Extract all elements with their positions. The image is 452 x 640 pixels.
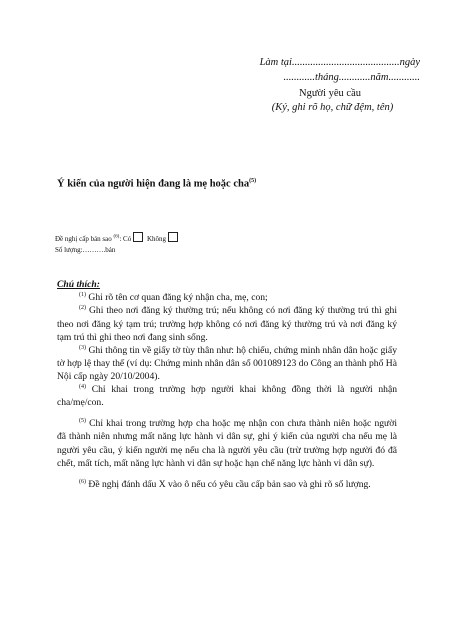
note-text: Đề nghị đánh dấu X vào ô nếu có yêu cầu cấp bản sao và ghi rõ số lượng. xyxy=(86,478,371,490)
note-5 xyxy=(57,417,397,469)
opinion-ref: (5) xyxy=(249,178,257,184)
note-2 xyxy=(57,304,397,343)
month-year-line: ............tháng............năm............ xyxy=(283,72,420,84)
note-1 xyxy=(57,291,397,304)
place-date-line: Làm tại.........................................ngày xyxy=(259,57,420,68)
requester-label: Người yêu cầu xyxy=(299,88,361,99)
opinion-title xyxy=(57,178,256,190)
copy-request-label: Đề nghị cấp bản sao xyxy=(55,235,112,243)
yes-checkbox[interactable] xyxy=(133,232,143,242)
no-label: Không xyxy=(146,235,167,243)
note-ref: (1) xyxy=(79,292,86,299)
copy-request-line xyxy=(55,232,180,245)
note-ref: (5) xyxy=(79,418,86,425)
note-text: Ghi theo nơi đăng ký thường trú; nếu không có nơi đăng ký thường trú thì ghi theo nơi đăng ký tạm trú; trường hợp không có nơi đăng ký thường trú và nơi đăng ký tạm trú thì ghi theo nơi đang sinh sống. xyxy=(57,305,397,343)
note-ref: (3) xyxy=(79,344,86,351)
signature-block xyxy=(240,55,420,85)
sign-note: (Ký, ghi rõ họ, chữ đệm, tên) xyxy=(271,102,394,113)
note-3 xyxy=(57,344,397,383)
note-text: Ghi thông tin về giấy tờ tùy thân như: hộ chiếu, chứng minh nhân dân hoặc giấy tờ hợp lệ thay thế (ví dụ: Chứng minh nhân dân số 001089123 do Công an thành phố Hà Nội cấp ngày 20/10/2004). xyxy=(57,344,397,382)
opinion-title-text: Ý kiến của người hiện đang là mẹ hoặc cha xyxy=(57,178,250,190)
notes-heading: Chú thích: xyxy=(57,279,100,290)
no-checkbox[interactable] xyxy=(168,232,178,242)
copies-count: Số lượng:……….bản xyxy=(55,246,116,255)
note-4 xyxy=(57,383,397,409)
note-text: Ghi rõ tên cơ quan đăng ký nhận cha, mẹ, con; xyxy=(86,292,268,304)
note-text: Chỉ khai trong trường hợp cha hoặc mẹ nhận con chưa thành niên hoặc người đã thành niên nhưng mất năng lực hành vi dân sự, ghi ý kiến của người cha nếu mẹ là người yêu cầu, ý kiến người mẹ nếu cha là người yêu cầu (trừ trường hợp người đó đã chết, mất tích, mất năng lực hành vi dân sự hoặc hạn chế năng lực hành vi dân sự). xyxy=(57,418,397,469)
note-ref: (6) xyxy=(79,478,86,485)
note-ref: (2) xyxy=(79,305,86,312)
copy-request-ref: (6) xyxy=(113,234,120,240)
note-6 xyxy=(57,478,397,491)
notes-section xyxy=(57,278,397,491)
copy-request xyxy=(55,232,180,256)
yes-label: : Có xyxy=(119,235,132,243)
note-text: Chỉ khai trong trường hợp người khai không đồng thời là người nhận cha/mẹ/con. xyxy=(57,384,397,409)
note-ref: (4) xyxy=(79,383,86,390)
